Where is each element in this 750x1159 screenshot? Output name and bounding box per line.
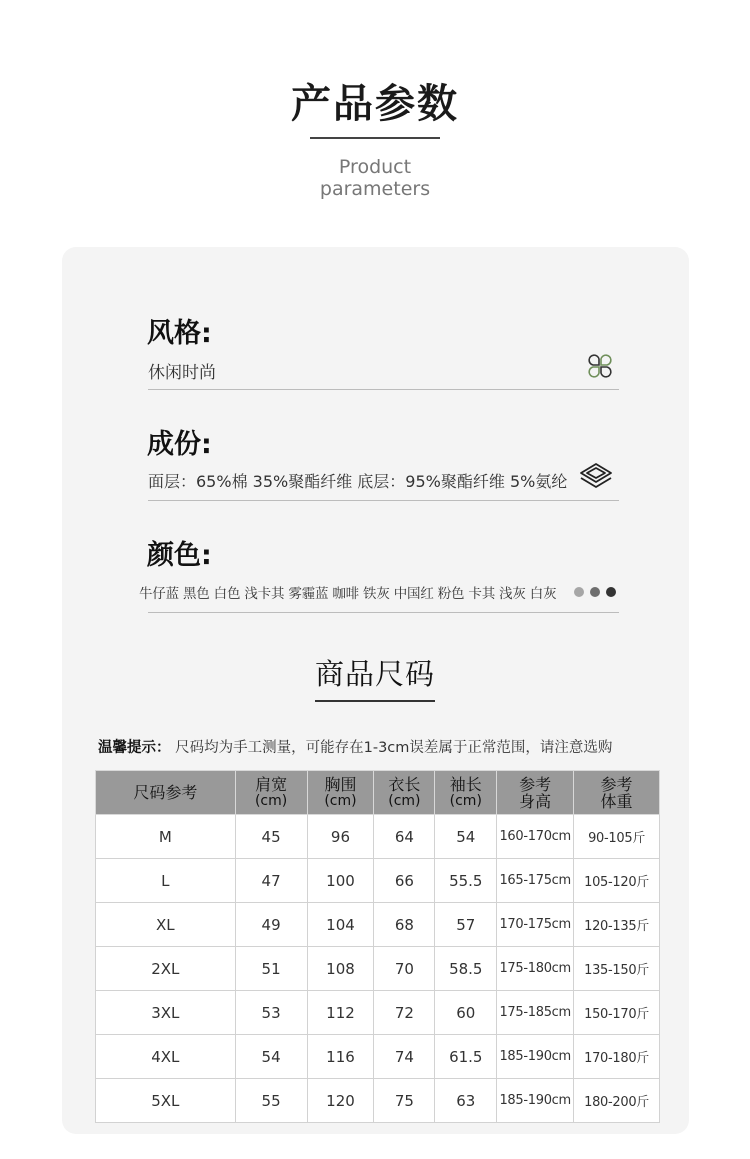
size-section-underline [315,700,435,702]
table-row [96,1079,660,1123]
table-cell: 66 [374,859,435,903]
color-dot [590,587,600,597]
table-cell: 55.5 [435,859,497,903]
table-header-cell: 袖长 (cm) [435,771,497,815]
color-label: 颜色: [147,540,212,571]
composition-label: 成份: [147,429,212,460]
page-subtitle [0,156,750,200]
style-label: 风格: [147,318,212,349]
table-cell: XL [96,903,236,947]
tip-label: 温馨提示： [98,740,171,756]
table-cell: 54 [435,815,497,859]
table-cell: 2XL [96,947,236,991]
table-cell: 185-190cm [497,1079,574,1123]
table-cell: 160-170cm [497,815,574,859]
composition-divider [148,500,619,501]
table-cell: 100 [307,859,374,903]
table-cell: 72 [374,991,435,1035]
style-value: 休闲时尚 [148,363,216,383]
size-section-title: 商品尺码 [314,657,435,691]
table-cell: 75 [374,1079,435,1123]
tip-text: 尺码均为手工测量，可能存在1-3cm误差属于正常范围，请注意选购 [175,740,613,756]
table-cell: 90-105斤 [574,815,660,859]
table-row [96,815,660,859]
table-cell: 116 [307,1035,374,1079]
clover-icon [586,352,614,380]
style-divider [148,389,619,390]
table-cell: 58.5 [435,947,497,991]
table-cell: 150-170斤 [574,991,660,1035]
table-cell: 45 [235,815,307,859]
table-cell: 165-175cm [497,859,574,903]
table-cell: L [96,859,236,903]
table-header-cell: 肩宽 (cm) [235,771,307,815]
table-header-row [96,771,660,815]
table-cell: 120 [307,1079,374,1123]
table-cell: 175-180cm [497,947,574,991]
table-cell: 64 [374,815,435,859]
color-dot [574,587,584,597]
color-divider [148,612,619,613]
table-header-cell: 胸围 (cm) [307,771,374,815]
table-cell: 54 [235,1035,307,1079]
table-cell: 96 [307,815,374,859]
table-header-cell: 参考 身高 [497,771,574,815]
table-cell: 49 [235,903,307,947]
table-cell: 63 [435,1079,497,1123]
table-cell: 5XL [96,1079,236,1123]
table-row [96,903,660,947]
table-cell: 51 [235,947,307,991]
table-cell: 57 [435,903,497,947]
size-tip [98,736,612,757]
table-row [96,991,660,1035]
table-cell: 104 [307,903,374,947]
table-cell: 170-175cm [497,903,574,947]
table-cell: 185-190cm [497,1035,574,1079]
composition-value: 面层：65%棉 35%聚酯纤维 底层：95%聚酯纤维 5%氨纶 [148,472,568,491]
title-underline [310,137,440,139]
table-header-cell: 衣长 (cm) [374,771,435,815]
table-cell: 120-135斤 [574,903,660,947]
table-cell: 60 [435,991,497,1035]
table-cell: 180-200斤 [574,1079,660,1123]
table-cell: 4XL [96,1035,236,1079]
page-title: 产品参数 [291,81,459,127]
table-row [96,859,660,903]
table-cell: 74 [374,1035,435,1079]
table-cell: 3XL [96,991,236,1035]
table-header-cell: 尺码参考 [96,771,236,815]
subtitle-line-1: Product [338,156,412,178]
color-dots [574,587,616,597]
subtitle-line-2: parameters [319,178,431,200]
table-cell: M [96,815,236,859]
table-cell: 112 [307,991,374,1035]
color-value: 牛仔蓝 黑色 白色 浅卡其 雾霾蓝 咖啡 铁灰 中国红 粉色 卡其 浅灰 白灰 [139,586,557,602]
table-cell: 108 [307,947,374,991]
table-cell: 105-120斤 [574,859,660,903]
table-cell: 61.5 [435,1035,497,1079]
table-cell: 175-185cm [497,991,574,1035]
table-header-cell: 参考 体重 [574,771,660,815]
table-cell: 135-150斤 [574,947,660,991]
layers-icon [578,461,614,493]
table-cell: 170-180斤 [574,1035,660,1079]
table-cell: 53 [235,991,307,1035]
size-table [95,770,660,1123]
table-row [96,947,660,991]
table-cell: 70 [374,947,435,991]
table-row [96,1035,660,1079]
table-cell: 68 [374,903,435,947]
table-cell: 55 [235,1079,307,1123]
color-dot [606,587,616,597]
table-cell: 47 [235,859,307,903]
